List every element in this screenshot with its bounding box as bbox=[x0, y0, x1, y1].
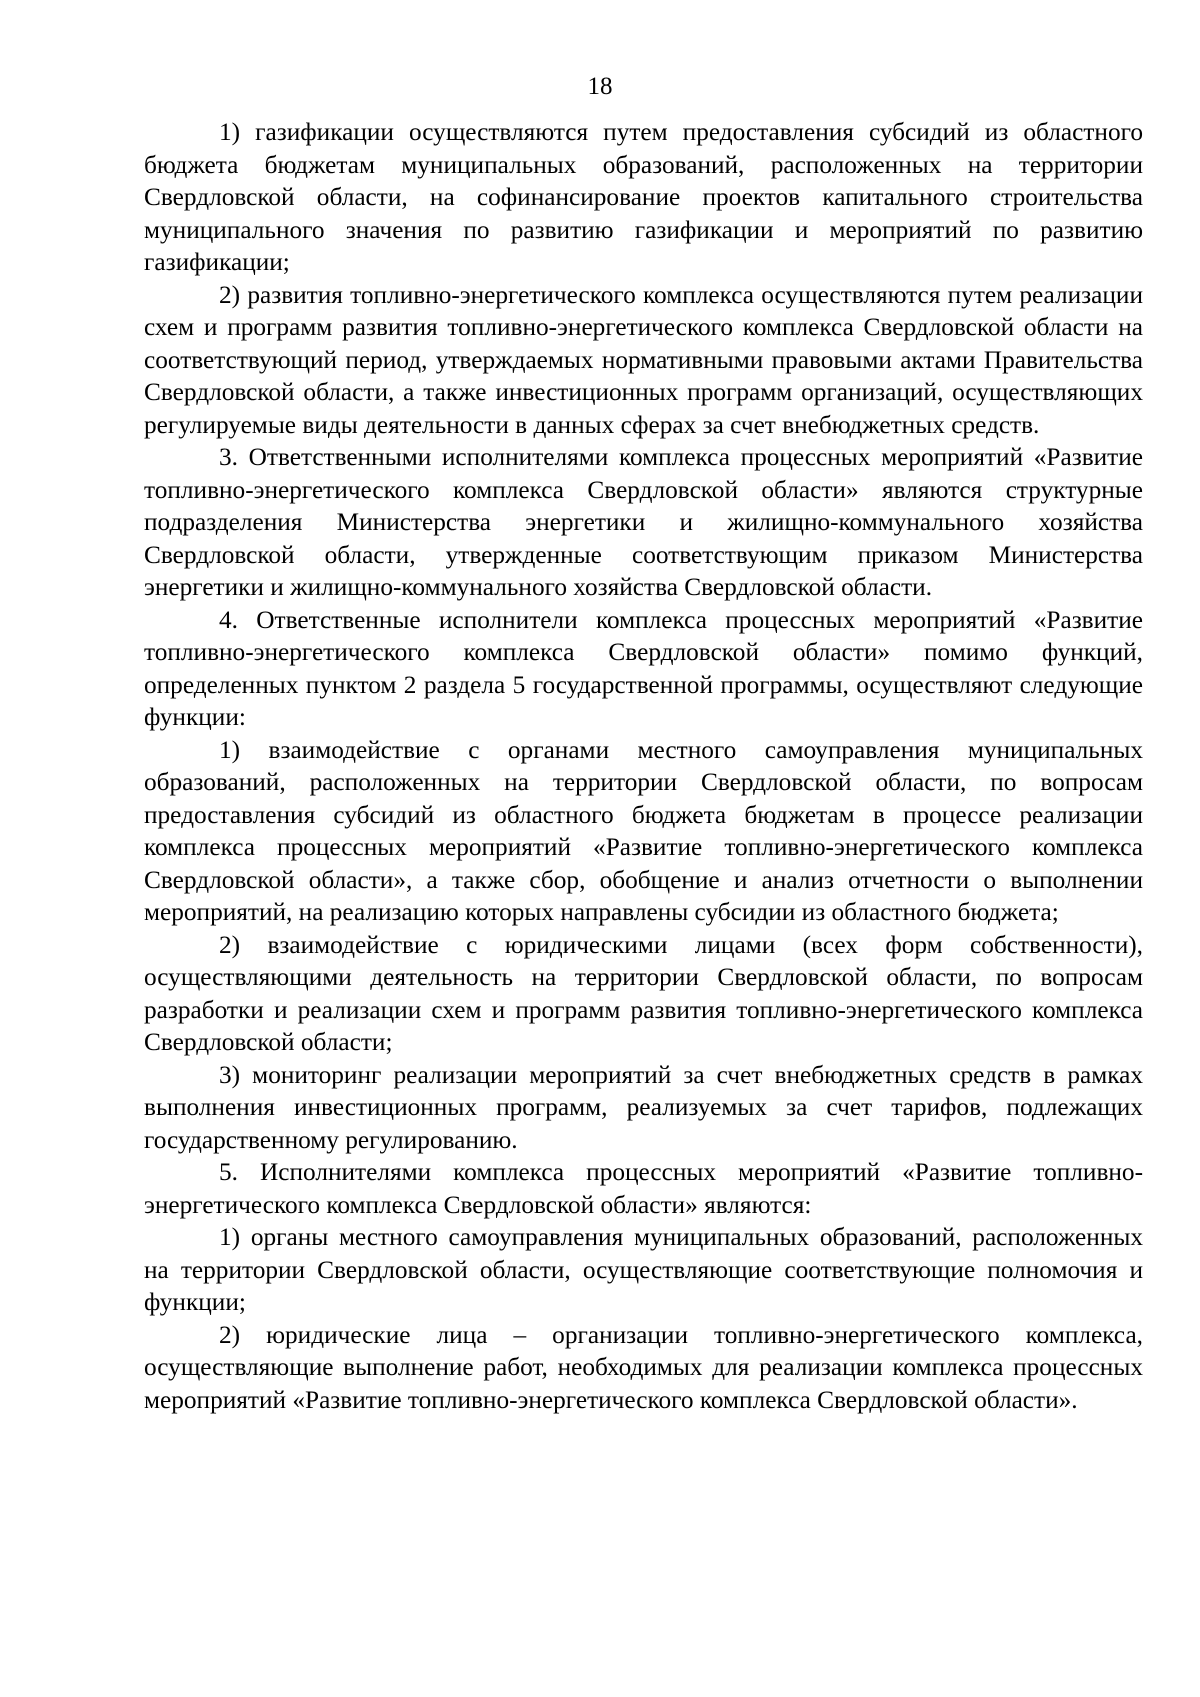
paragraph-5-executors: 5. Исполнителями комплекса процессных мероприятий «Развитие топливно-энергетического комплекса Свердловской области» являются: bbox=[144, 1158, 1143, 1219]
paragraph-1-gasification: 1) газификации осуществляются путем предоставления субсидий из областного бюджета бюджетам муниципальных образований, расположенных на территории Свердловской области, на софинансирование проектов капитального строительства муниципального значения по развитию газификации и мероприятий по развитию газификации; bbox=[144, 118, 1143, 276]
paragraph-5-1-local-government-bodies: 1) органы местного самоуправления муниципальных образований, расположенных на территории Свердловской области, осуществляющие соответствующие полномочия и функции; bbox=[144, 1223, 1143, 1316]
paragraph-2-fuel-energy-development: 2) развития топливно-энергетического комплекса осуществляются путем реализации схем и программ развития топливно-энергетического комплекса Свердловской области на соответствующий период, утверждаемых нормативными правовыми актами Правительства Свердловской области, а также инвестиционных программ организаций, осуществляющих регулируемые виды деятельности в данных сферах за счет внебюджетных средств. bbox=[144, 280, 1143, 439]
document-body bbox=[144, 116, 1143, 1416]
paragraph-4-executor-functions: 4. Ответственные исполнители комплекса процессных мероприятий «Развитие топливно-энергетического комплекса Свердловской области» помимо функций, определенных пунктом 2 раздела 5 государственной программы, осуществляют следующие функции: bbox=[144, 605, 1143, 731]
paragraph-3-responsible-executors: 3. Ответственными исполнителями комплекса процессных мероприятий «Развитие топливно-энергетического комплекса Свердловской области» являются структурные подразделения Министерства энергетики и жилищно-коммунального хозяйства Свердловской области, утвержденные соответствующим приказом Министерства энергетики и жилищно-коммунального хозяйства Свердловской области. bbox=[144, 443, 1143, 601]
paragraph-4-3-monitoring: 3) мониторинг реализации мероприятий за счет внебюджетных средств в рамках выполнения инвестиционных программ, реализуемых за счет тарифов, подлежащих государственному регулированию. bbox=[144, 1060, 1143, 1154]
paragraph-4-2-legal-entities-interaction: 2) взаимодействие с юридическими лицами (всех форм собственности), осуществляющими деятельность на территории Свердловской области, по вопросам разработки и реализации схем и программ развития топливно-энергетического комплекса Свердловской области; bbox=[144, 930, 1143, 1056]
page-number: 18 bbox=[587, 73, 613, 100]
paragraph-4-1-local-government-interaction: 1) взаимодействие с органами местного самоуправления муниципальных образований, расположенных на территории Свердловской области, по вопросам предоставления субсидий из областного бюджета бюджетам в процессе реализации комплекса процессных мероприятий «Развитие топливно-энергетического комплекса Свердловской области», а также сбор, обобщение и анализ отчетности о выполнении мероприятий, на реализацию которых направлены субсидии из областного бюджета; bbox=[144, 735, 1143, 926]
paragraph-5-2-legal-entities: 2) юридические лица – организации топливно-энергетического комплекса, осуществляющие выполнение работ, необходимых для реализации комплекса процессных мероприятий «Развитие топливно-энергетического комплекса Свердловской области». bbox=[144, 1320, 1143, 1414]
